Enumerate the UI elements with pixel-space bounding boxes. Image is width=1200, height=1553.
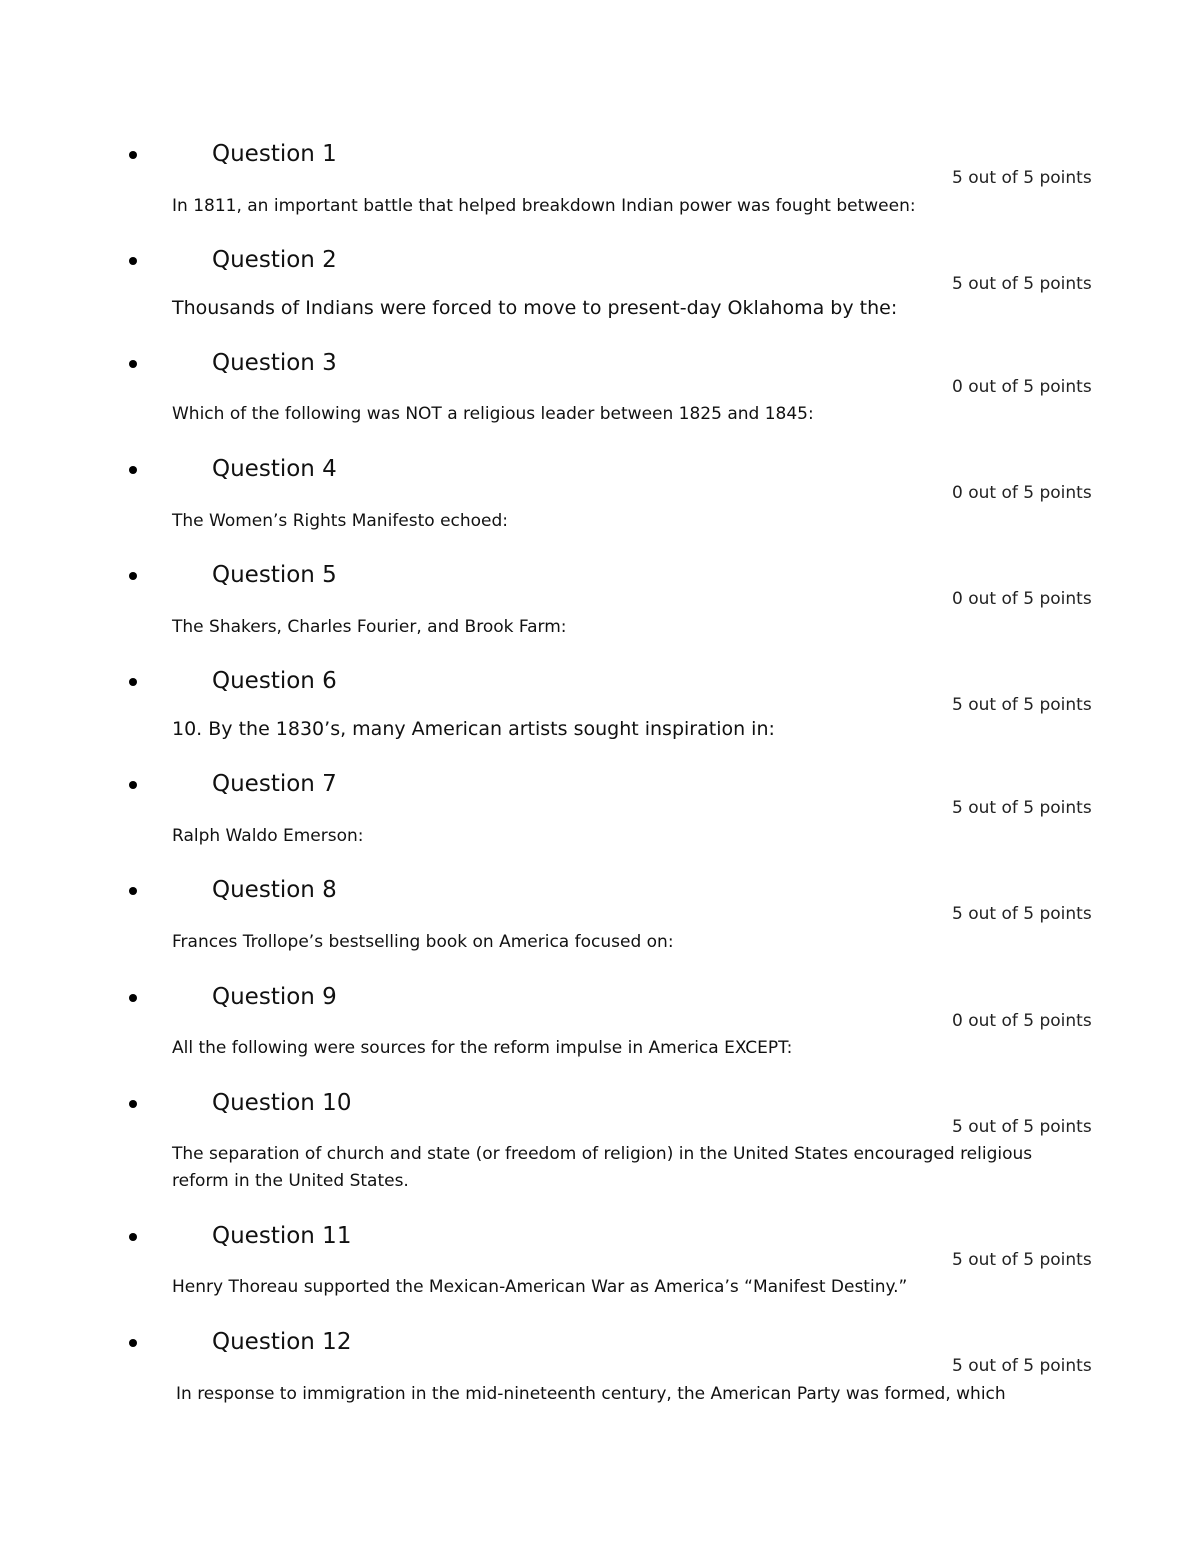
question-score: 0 out of 5 points (952, 483, 1092, 503)
bullet-icon (129, 1233, 137, 1241)
question-text: Thousands of Indians were forced to move to present-day Oklahoma by the: (172, 297, 898, 319)
question-text: In 1811, an important battle that helped breakdown Indian power was fought between: (172, 196, 916, 216)
question-score: 5 out of 5 points (952, 798, 1092, 818)
question-score: 5 out of 5 points (952, 274, 1092, 294)
question-score: 5 out of 5 points (952, 1356, 1092, 1376)
bullet-icon (129, 887, 137, 895)
question-title: Question 9 (212, 984, 337, 1010)
question-score: 5 out of 5 points (952, 1250, 1092, 1270)
bullet-icon (129, 466, 137, 474)
question-title: Question 11 (212, 1223, 352, 1249)
question-text: Henry Thoreau supported the Mexican-American War as America’s “Manifest Destiny.” (172, 1277, 908, 1297)
question-score: 5 out of 5 points (952, 904, 1092, 924)
question-title: Question 2 (212, 247, 337, 273)
bullet-icon (129, 994, 137, 1002)
bullet-icon (129, 678, 137, 686)
bullet-icon (129, 1100, 137, 1108)
question-title: Question 12 (212, 1329, 352, 1355)
question-title: Question 10 (212, 1090, 352, 1116)
question-text: In response to immigration in the mid-nineteenth century, the American Party was formed, which (176, 1384, 1006, 1404)
question-score: 0 out of 5 points (952, 377, 1092, 397)
question-text: The Women’s Rights Manifesto echoed: (172, 511, 509, 531)
question-text: Which of the following was NOT a religious leader between 1825 and 1845: (172, 404, 814, 424)
question-text: The Shakers, Charles Fourier, and Brook Farm: (172, 617, 567, 637)
bullet-icon (129, 257, 137, 265)
bullet-icon (129, 360, 137, 368)
question-text: Frances Trollope’s bestselling book on America focused on: (172, 932, 674, 952)
question-text: Ralph Waldo Emerson: (172, 826, 364, 846)
question-title: Question 1 (212, 141, 337, 167)
question-text: All the following were sources for the reform impulse in America EXCEPT: (172, 1038, 793, 1058)
question-title: Question 7 (212, 771, 337, 797)
bullet-icon (129, 781, 137, 789)
question-title: Question 6 (212, 668, 337, 694)
question-score: 5 out of 5 points (952, 1117, 1092, 1137)
question-title: Question 8 (212, 877, 337, 903)
question-text: 10. By the 1830’s, many American artists sought inspiration in: (172, 718, 775, 740)
question-title: Question 4 (212, 456, 337, 482)
question-title: Question 3 (212, 350, 337, 376)
bullet-icon (129, 1339, 137, 1347)
bullet-icon (129, 572, 137, 580)
question-score: 5 out of 5 points (952, 695, 1092, 715)
question-title: Question 5 (212, 562, 337, 588)
question-score: 0 out of 5 points (952, 589, 1092, 609)
bullet-icon (129, 151, 137, 159)
question-score: 5 out of 5 points (952, 168, 1092, 188)
question-text: The separation of church and state (or freedom of religion) in the United States encouraged religious reform in the United States. (172, 1144, 1033, 1191)
question-score: 0 out of 5 points (952, 1011, 1092, 1031)
